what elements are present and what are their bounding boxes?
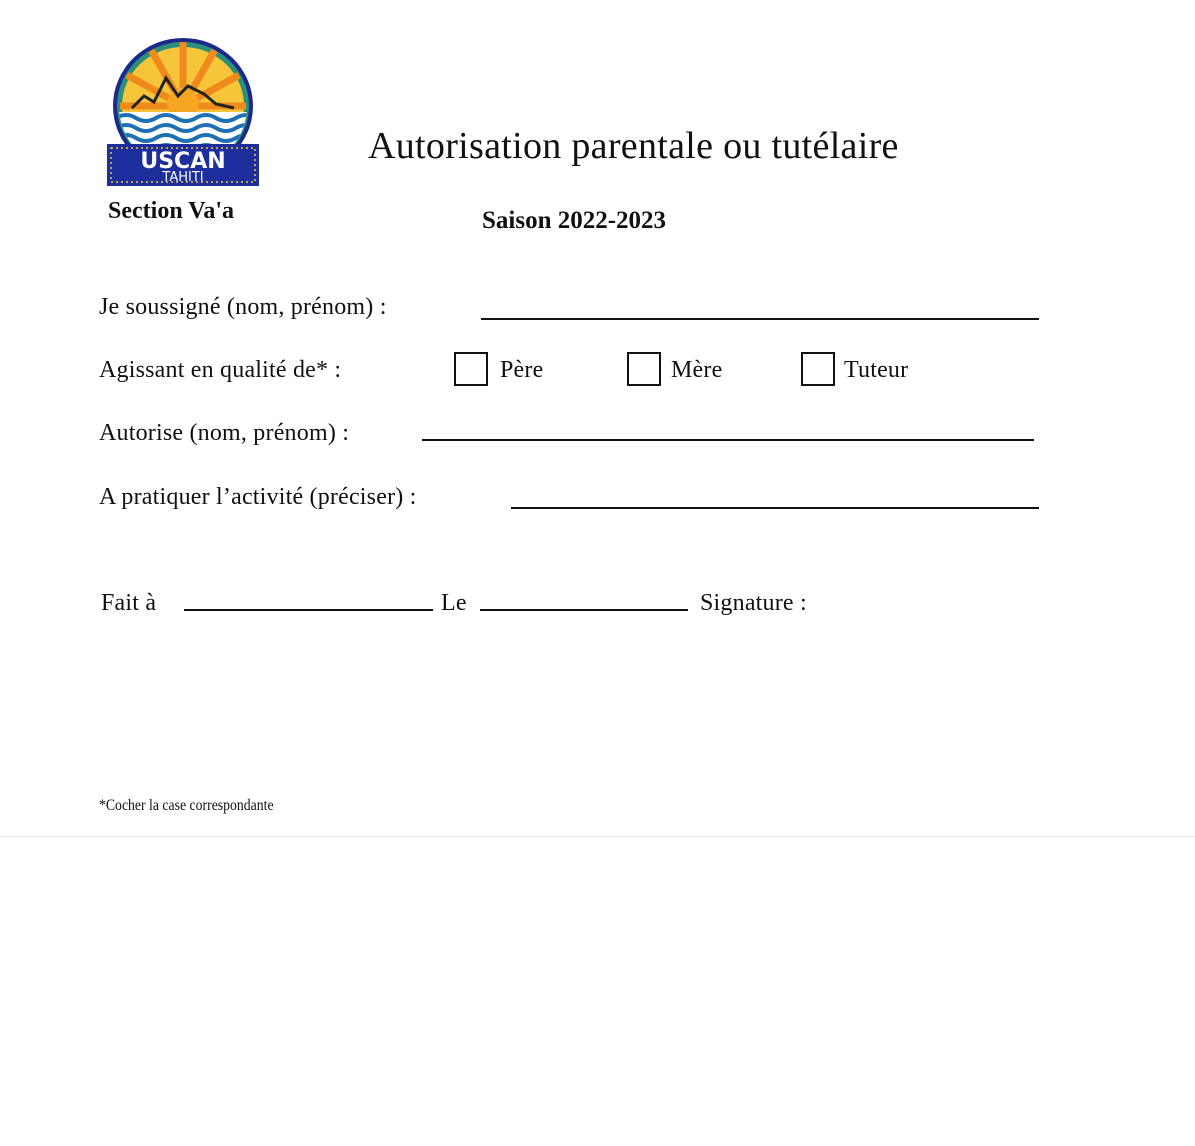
page-divider [0,836,1195,837]
pere-checkbox[interactable] [454,352,488,386]
autorise-field[interactable] [422,439,1034,441]
mere-checkbox[interactable] [627,352,661,386]
tuteur-checkbox[interactable] [801,352,835,386]
activite-label: A pratiquer l’activité (préciser) : [99,484,417,510]
le-label: Le [441,590,467,616]
fait-label: Fait à [101,590,157,616]
autorise-label: Autorise (nom, prénom) : [99,420,350,446]
date-field[interactable] [480,609,688,611]
soussigne-field[interactable] [481,318,1039,320]
svg-text:TAHITI: TAHITI [162,170,204,185]
section-label: Section Va'a [108,198,235,224]
footnote: *Cocher la case correspondante [99,797,274,814]
pere-label: Père [500,357,544,383]
activite-field[interactable] [511,507,1039,509]
qualite-label: Agissant en qualité de* : [99,357,342,383]
season-label: Saison 2022-2023 [482,207,667,234]
tuteur-label: Tuteur [844,357,909,383]
svg-text:USCAN: USCAN [140,149,226,174]
soussigne-label: Je soussigné (nom, prénom) : [99,294,387,320]
page-title: Autorisation parentale ou tutélaire [368,125,899,167]
signature-label: Signature : [700,590,807,616]
mere-label: Mère [671,357,723,383]
uscan-tahiti-logo [106,38,260,188]
fait-field[interactable] [184,609,433,611]
